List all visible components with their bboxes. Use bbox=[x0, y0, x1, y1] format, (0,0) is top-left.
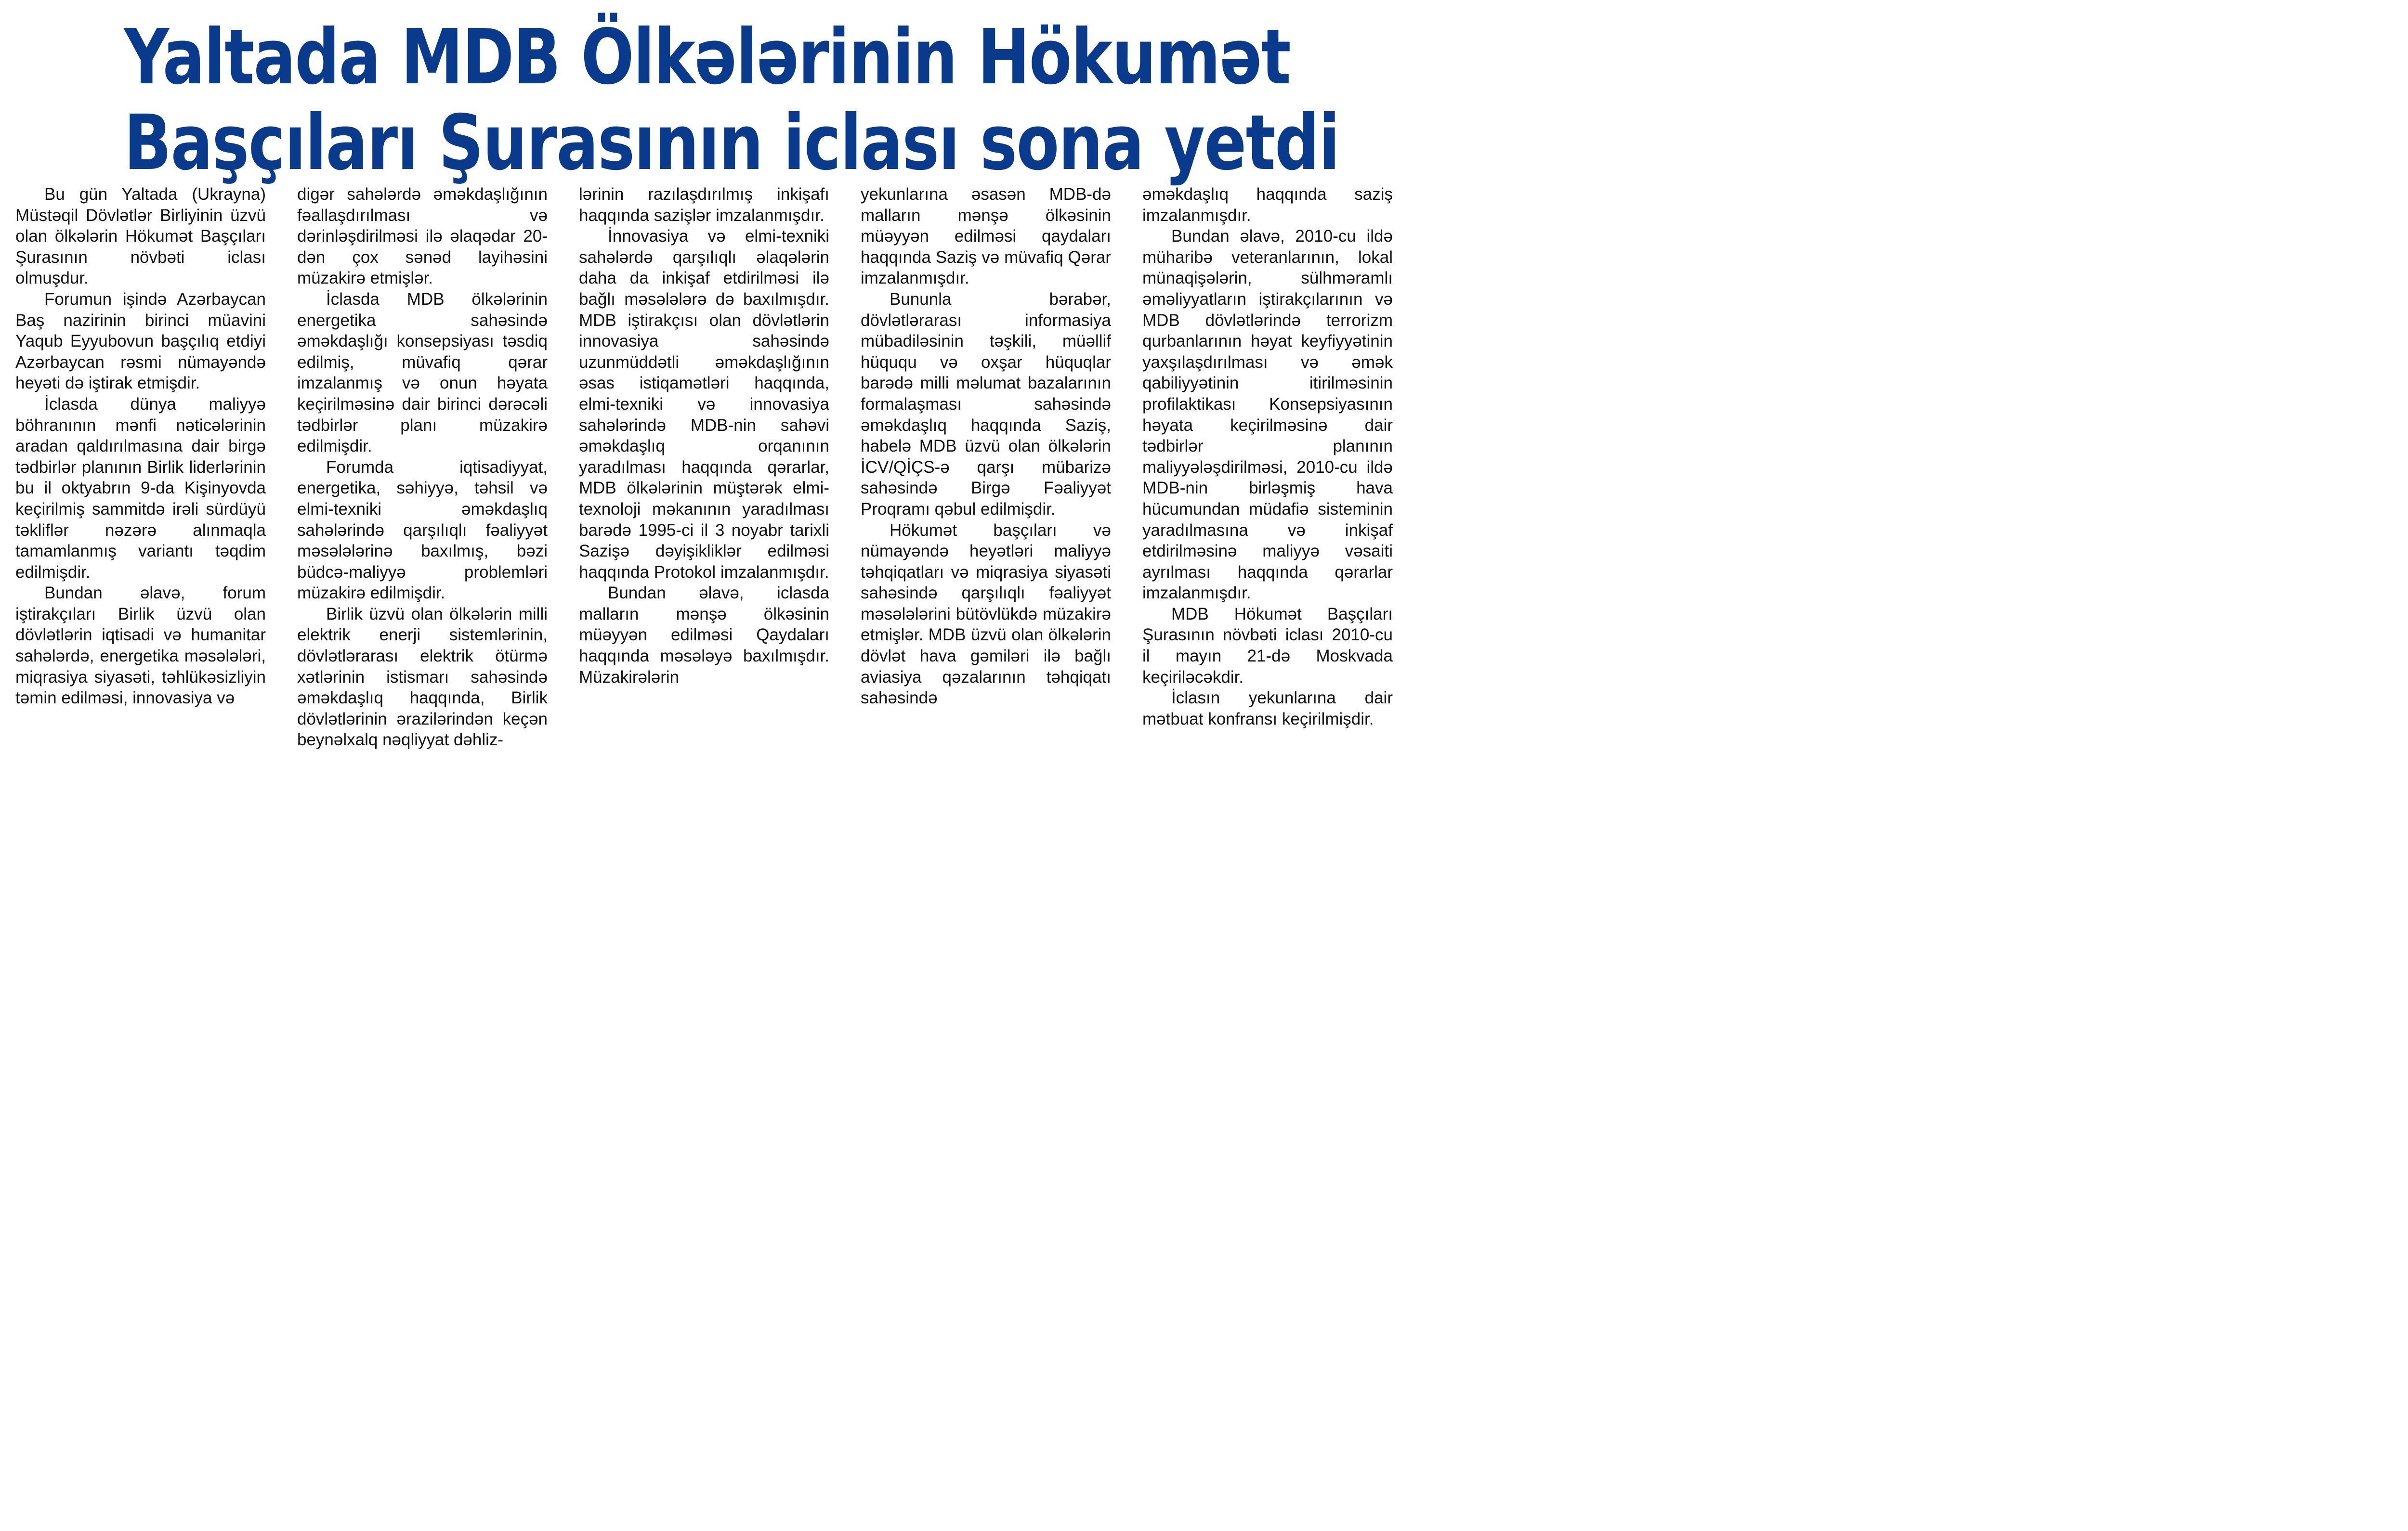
paragraph: Forumda iqtisadiyyat, energetika, səhiyyə, təhsil və elmi-texniki əməkdaşlıq sahələrində qarşılıqlı fəaliyyət məsələlərinə baxılmış, bəzi büdcə-maliyyə problemləri müzakirə edilmişdir. bbox=[297, 457, 548, 603]
paragraph: Bundan əlavə, forum iştirakçıları Birlik üzvü olan dövlətlərin iqtisadi və humanitar sahələrdə, energetika məsələləri, miqrasiya siyasəti, təhlükəsizliyin təmin edilməsi, innovasiya və bbox=[15, 584, 266, 708]
paragraph-continued: yekunlarına əsasən MDB-də malların mənşə ölkəsinin müəyyən edilməsi qaydaları haqqında Saziş və müvafiq Qərar imzalanmışdır. bbox=[861, 185, 1111, 288]
paragraph: İclasın yekunlarına dair mətbuat konfransı keçirilmişdir. bbox=[1142, 688, 1393, 728]
article-columns bbox=[15, 184, 1393, 751]
paragraph: Bundan əlavə, iclasda malların mənşə ölkəsinin müəyyən edilməsi Qaydaları haqqında məsələyə baxılmışdır. Müzakirələrin bbox=[579, 584, 829, 687]
article-column-5 bbox=[1142, 184, 1393, 751]
paragraph: Forumun işində Azərbaycan Baş nazirinin birinci müavini Yaqub Eyyubovun başçılıq etdiyi Azərbaycan rəsmi nümayəndə heyəti də iştirak etmişdir. bbox=[15, 289, 266, 393]
article-column-4 bbox=[861, 184, 1111, 751]
paragraph: Bu gün Yaltada (Ukrayna) Müstəqil Dövlətlər Birliyinin üzvü olan ölkələrin Hökumət Başçıları Şurasının növbəti iclası olmuşdur. bbox=[15, 185, 266, 288]
paragraph: İnnovasiya və elmi-texniki sahələrdə qarşılıqlı əlaqələrin daha da inkişaf etdirilməsi ilə bağlı məsələlərə də baxılmışdır. MDB iştirakçısı olan dövlətlərin innovasiya sahəsində uzunmüddətli əməkdaşlığının əsas istiqamətləri haqqında, elmi-texniki və innovasiya sahələrində MDB-nin sahəvi əməkdaşlıq orqanının yaradılması haqqında qərarlar, MDB ölkələrinin müştərək elmi-texnoloji məkanının yaradılması barədə 1995-ci il 3 noyabr tarixli Sazişə dəyişikliklər edilməsi haqqında Protokol imzalanmışdır. bbox=[579, 227, 829, 582]
headline-line-1: Yaltada MDB Ölkələrinin Hökumət bbox=[124, 13, 1291, 102]
article-column-1 bbox=[15, 184, 266, 751]
paragraph-continued: lərinin razılaşdırılmış inkişafı haqqında sazişlər imzalanmışdır. bbox=[579, 185, 829, 225]
article-headline bbox=[124, 13, 1339, 187]
paragraph: İclasda dünya maliyyə böhranının mənfi nəticələrinin aradan qaldırılmasına dair birgə tədbirlər planının Birlik liderlərinin bu il oktyabrın 9-da Kişinyovda keçirilmiş sammitdə irəli sürdüyü təkliflər nəzərə alınmaqla tamamlanmış variantı təqdim edilmişdir. bbox=[15, 394, 266, 582]
article-column-2 bbox=[297, 184, 548, 751]
article-column-3 bbox=[579, 184, 829, 751]
news-article bbox=[0, 0, 1397, 770]
paragraph: MDB Hökumət Başçıları Şurasının növbəti iclası 2010-cu il mayın 21-də Moskvada keçiriləcəkdir. bbox=[1142, 604, 1393, 687]
paragraph-continued: əməkdaşlıq haqqında saziş imzalanmışdır. bbox=[1142, 185, 1393, 225]
paragraph: Bununla bərabər, dövlətlərarası informasiya mübadiləsinin təşkili, müəllif hüququ və oxşar hüquqlar barədə milli məlumat bazalarının formalaşması sahəsində əməkdaşlıq haqqında Saziş, habelə MDB üzvü olan ölkələrin İCV/QİÇS-ə qarşı mübarizə sahəsində Birgə Fəaliyyət Proqramı qəbul edilmişdir. bbox=[861, 289, 1111, 519]
paragraph: Birlik üzvü olan ölkələrin milli elektrik enerji sistemlərinin, dövlətlərarası elektrik ötürmə xətlərinin istismarı sahəsində əməkdaşlıq haqqında, Birlik dövlətlərinin ərazilərindən keçən beynəlxalq nəqliyyat dəhliz- bbox=[297, 604, 548, 750]
paragraph: İclasda MDB ölkələrinin energetika sahəsində əməkdaşlığı konsepsiyası təsdiq edilmiş, müvafiq qərar imzalanmış və onun həyata keçirilməsinə dair birinci dərəcəli tədbirlər planı müzakirə edilmişdir. bbox=[297, 289, 548, 456]
paragraph: Hökumət başçıları və nümayəndə heyətləri maliyyə təhqiqatları və miqrasiya siyasəti sahəsində qarşılıqlı fəaliyyət məsələlərini bütövlükdə müzakirə etmişlər. MDB üzvü olan ölkələrin dövlət hava gəmiləri ilə bağlı aviasiya qəzalarının təhqiqatı sahəsində bbox=[861, 520, 1111, 708]
paragraph-continued: digər sahələrdə əməkdaşlığının fəallaşdırılması və dərinləşdirilməsi ilə əlaqədar 20-dən çox sənəd layihəsini müzakirə etmişlər. bbox=[297, 185, 548, 288]
paragraph: Bundan əlavə, 2010-cu ildə müharibə veteranlarının, lokal münaqişələrin, sülhməramlı əməliyyatların iştirakçılarının və MDB dövlətlərində terrorizm qurbanlarının həyat keyfiyyətinin yaxşılaşdırılması və əmək qabiliyyətinin itirilməsinin profilaktikası Konsepsiyasının həyata keçirilməsinə dair tədbirlər planının maliyyələşdirilməsi, 2010-cu ildə MDB-nin birləşmiş hava hücumundan müdafiə sisteminin yaradılmasına və inkişaf etdirilməsinə maliyyə vəsaiti ayrılması haqqında qərarlar imzalanmışdır. bbox=[1142, 227, 1393, 603]
headline-line-2: Başçıları Şurasının iclası sona yetdi bbox=[124, 99, 1339, 187]
